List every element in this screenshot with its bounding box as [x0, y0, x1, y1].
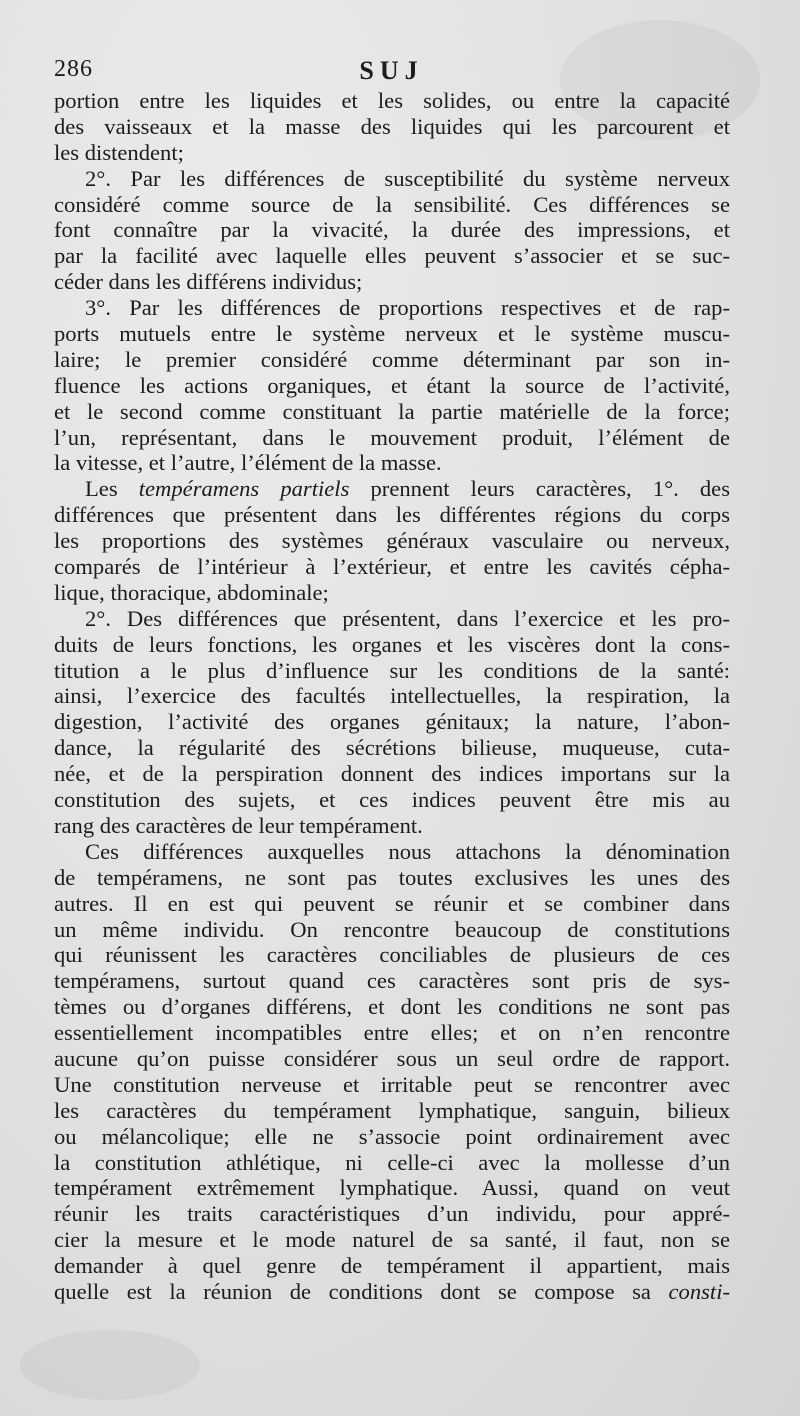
page-number: 286: [54, 56, 93, 82]
text-line: comparés de l’intérieur à l’extérieur, et entre les cavités cépha-: [54, 554, 730, 580]
text-line: des vaisseaux et la masse des liquides qui les parcourent et: [54, 113, 730, 139]
text-line: ports mutuels entre le système nerveux et le système muscu-: [54, 321, 730, 347]
text-line: digestion, l’activité des organes génitaux; la nature, l’abon-: [54, 709, 730, 735]
paper-stain: [20, 1330, 200, 1400]
text-line: ainsi, l’exercice des facultés intellectuelles, la respiration, la: [54, 683, 730, 709]
text-line: constitution des sujets, et ces indices peuvent être mis au: [54, 787, 730, 813]
text-line: considéré comme source de la sensibilité. Ces différences se: [54, 191, 730, 217]
text-line: [54, 1279, 730, 1305]
text-line: différences que présentent dans les différentes régions du corps: [54, 502, 730, 528]
running-head: [54, 56, 729, 90]
text-line: réunir les traits caractéristiques d’un individu, pour appré-: [54, 1201, 730, 1227]
text-line: 2°. Des différences que présentent, dans l’exercice et les pro-: [85, 605, 730, 631]
text-run: prennent leurs caractères, 1°. des: [349, 476, 730, 502]
text-line: qui réunissent les caractères conciliables de plusieurs de ces: [54, 942, 730, 968]
text-line: un même individu. On rencontre beaucoup de constitutions: [54, 916, 730, 942]
text-line: et le second comme constituant la partie matérielle de la force;: [54, 398, 730, 424]
text-line: la vitesse, et l’autre, l’élément de la masse.: [54, 450, 442, 476]
text-line: font connaître par la vivacité, la durée des impressions, et: [54, 217, 730, 243]
text-run: quelle est la réunion de conditions dont se compose sa: [54, 1278, 669, 1304]
text-line: lique, thoracique, abdominale;: [54, 579, 329, 605]
text-line: essentiellement incompatibles entre elles; et on n’en rencontre: [54, 1020, 730, 1046]
text-line: céder dans les différens individus;: [54, 269, 363, 295]
text-line: dance, la régularité des sécrétions bilieuse, muqueuse, cuta-: [54, 735, 730, 761]
text-line: tèmes ou d’organes différens, et dont les conditions ne sont pas: [54, 994, 730, 1020]
text-line: autres. Il en est qui peuvent se réunir et se combiner dans: [54, 890, 730, 916]
text-line: de tempéramens, ne sont pas toutes exclusives les unes des: [54, 864, 730, 890]
text-line: tempérament extrêmement lymphatique. Aussi, quand on veut: [54, 1175, 730, 1201]
italic-term: tempéramens partiels: [138, 476, 350, 502]
italic-word: consti-: [668, 1278, 730, 1304]
text-line: tempéramens, surtout quand ces caractères sont pris de sys-: [54, 968, 730, 994]
text-line: demander à quel genre de tempérament il appartient, mais: [54, 1253, 730, 1279]
text-run: Les: [85, 476, 139, 502]
text-line: par la facilité avec laquelle elles peuvent s’associer et se suc-: [54, 243, 730, 269]
text-line: les caractères du tempérament lymphatique, sanguin, bilieux: [54, 1097, 730, 1123]
text-line: ou mélancolique; elle ne s’associe point ordinairement avec: [54, 1123, 730, 1149]
body-text: [54, 88, 730, 1305]
text-line: l’un, représentant, dans le mouvement produit, l’élément de: [54, 424, 730, 450]
text-line: portion entre les liquides et les solides, ou entre la capacité: [54, 88, 730, 113]
text-line: la constitution athlétique, ni celle-ci avec la mollesse d’un: [54, 1149, 730, 1175]
text-line: [54, 476, 730, 502]
text-line: aucune qu’on puisse considérer sous un seul ordre de rapport.: [54, 1045, 730, 1071]
text-line: Ces différences auxquelles nous attachons la dénomination: [85, 838, 730, 864]
text-line: titution a le plus d’influence sur les conditions de la santé:: [54, 657, 730, 683]
text-line: 2°. Par les différences de susceptibilité du système nerveux: [85, 165, 730, 191]
text-line: Une constitution nerveuse et irritable peut se rencontrer avec: [54, 1071, 730, 1097]
text-line: duits de leurs fonctions, les organes et les viscères dont la cons-: [54, 631, 730, 657]
text-line: 3°. Par les différences de proportions respectives et de rap-: [85, 295, 730, 321]
text-line: les proportions des systèmes généraux vasculaire ou nerveux,: [54, 528, 730, 554]
text-line: laire; le premier considéré comme déterminant par son in-: [54, 346, 730, 372]
running-title: SUJ: [359, 56, 424, 85]
text-line: cier la mesure et le mode naturel de sa santé, il faut, non se: [54, 1227, 730, 1253]
text-line: fluence les actions organiques, et étant la source de l’activité,: [54, 372, 730, 398]
text-line: née, et de la perspiration donnent des indices importans sur la: [54, 761, 730, 787]
text-line: rang des caractères de leur tempérament.: [54, 812, 423, 838]
text-line: les distendent;: [54, 139, 184, 165]
